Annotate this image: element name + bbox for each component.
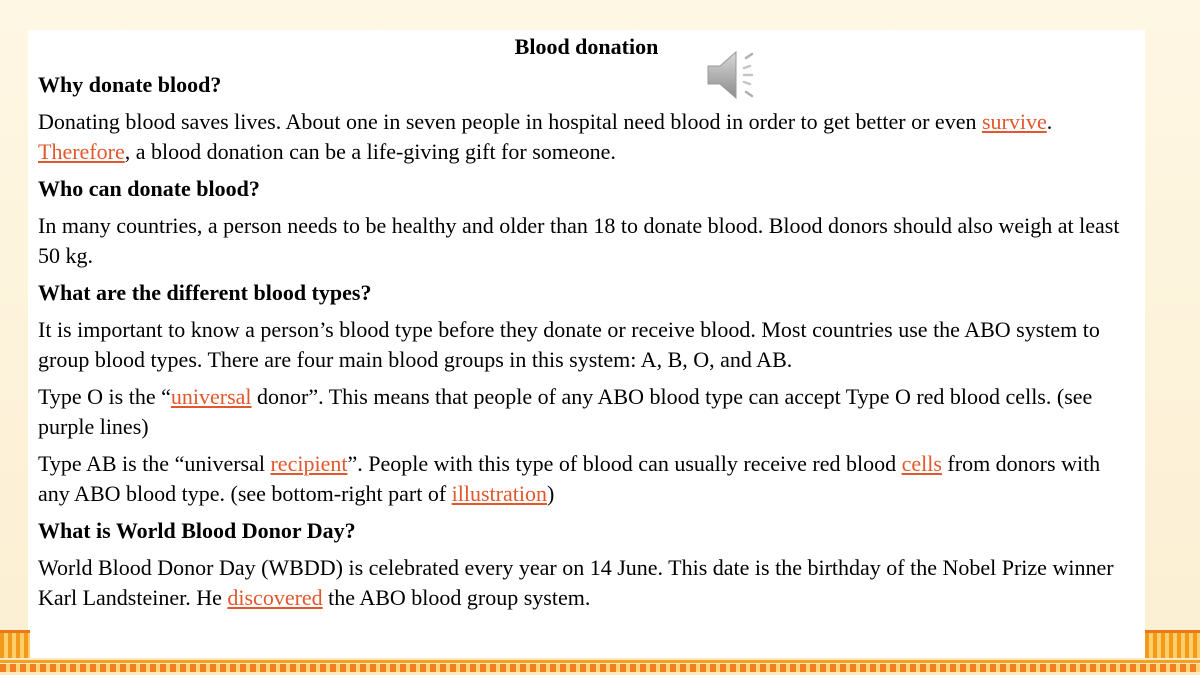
paragraph-text: ) xyxy=(546,481,555,506)
section-heading: What is World Blood Donor Day? xyxy=(38,518,356,543)
section-heading: What are the different blood types? xyxy=(38,280,372,305)
vocab-link[interactable]: survive xyxy=(981,109,1047,134)
vocab-link[interactable]: universal xyxy=(170,384,252,409)
content-panel xyxy=(28,30,1145,658)
vocab-link[interactable]: illustration xyxy=(451,481,547,506)
paragraph-text: . xyxy=(1046,109,1053,134)
vocab-link[interactable]: cells xyxy=(901,451,942,476)
article-body xyxy=(38,70,1133,620)
paragraph xyxy=(38,211,1133,271)
paragraph-text: It is important to know a person’s blood type before they donate or receive blood. Most countries use the ABO system to group blood types. There are four main blood groups in this system: A, B, O, and AB. xyxy=(38,317,1100,372)
vocab-link[interactable]: recipient xyxy=(270,451,348,476)
page-title: Blood donation xyxy=(514,34,659,59)
section-heading: Who can donate blood? xyxy=(38,176,260,201)
paragraph-text: Donating blood saves lives. About one in seven people in hospital need blood in order to get better or even xyxy=(38,109,982,134)
paragraph-text: Type O is the “ xyxy=(38,384,171,409)
section-heading: Why donate blood? xyxy=(38,72,222,97)
paragraph xyxy=(38,107,1133,167)
paragraph-text: the ABO blood group system. xyxy=(322,585,591,610)
paragraph-text: from donors with any ABO blood type. (see bottom-right part of xyxy=(38,451,1101,506)
paragraph-text: ”. People with this type of blood can usually receive red blood xyxy=(347,451,902,476)
paragraph xyxy=(38,382,1133,442)
bottom-border xyxy=(0,658,1200,675)
paragraph-text: Type AB is the “universal xyxy=(38,451,271,476)
paragraph-text: In many countries, a person needs to be healthy and older than 18 to donate blood. Blood donors should also weigh at least 50 kg. xyxy=(38,213,1120,268)
paragraph-text: World Blood Donor Day (WBDD) is celebrated every year on 14 June. This date is the birthday of the Nobel Prize winner Karl Landsteiner. He xyxy=(38,555,1114,610)
vocab-link[interactable]: Therefore xyxy=(38,139,125,164)
vocab-link[interactable]: discovered xyxy=(227,585,323,610)
paragraph-text: , a blood donation can be a life-giving gift for someone. xyxy=(124,139,616,164)
paragraph xyxy=(38,553,1133,613)
paragraph-text: donor”. This means that people of any ABO blood type can accept Type O red blood cells. (see purple lines) xyxy=(38,384,1093,439)
paragraph xyxy=(38,315,1133,375)
paragraph xyxy=(38,449,1133,509)
